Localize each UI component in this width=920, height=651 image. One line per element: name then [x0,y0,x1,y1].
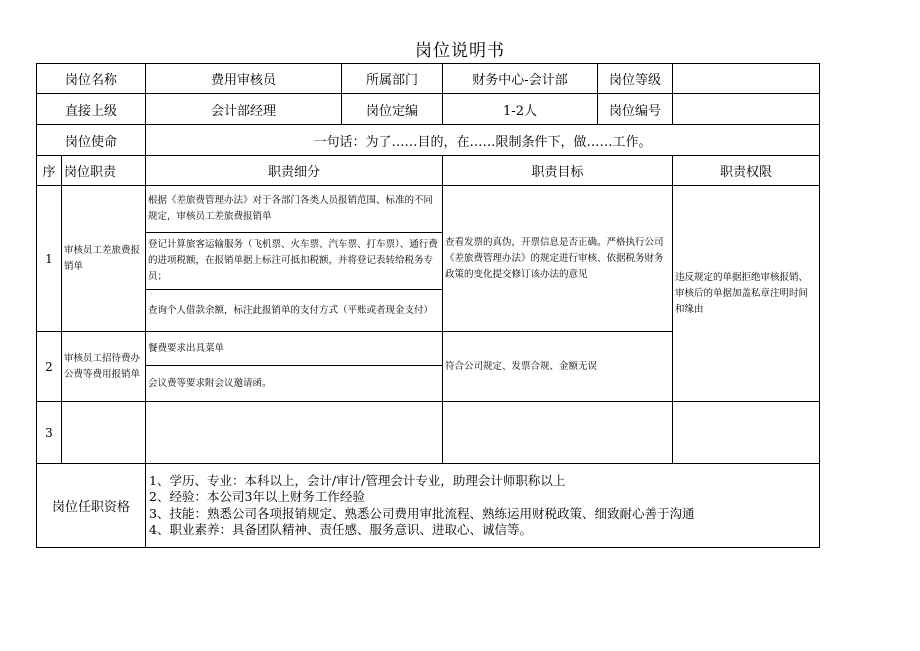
duty-seq: 1 [37,186,62,332]
qualification-list [146,464,820,548]
duty-authority: 违反规定的单据拒绝审核报销、审核后的单据加盖私章注明时间和缘由 [673,186,820,402]
duty-name: 审核员工招待费办公费等费用报销单 [62,332,146,402]
qualification-item: 3、技能：熟悉公司各项报销规定、熟悉公司费用审批流程、熟练运用财税政策、细致耐心善于沟通 [149,505,695,521]
duty-name: 审核员工差旅费报销单 [62,186,146,332]
qualification-item: 1、学历、专业：本科以上，会计/审计/管理会计专业，助理会计师职称以上 [149,472,566,488]
seq-header: 序 [37,156,62,186]
duty-header: 岗位职责 [62,156,146,186]
duty-seq: 3 [37,402,62,464]
duty-detail: 会议费等要求附会议邀请函。 [146,366,443,402]
qualification-item: 4、职业素养：具备团队精神、责任感、服务意识、进取心、诚信等。 [149,522,532,537]
duty-goal: 查看发票的真伪，开票信息是否正确。严格执行公司《差旅费管理办法》的规定进行审核、依据税务财务政策的变化提交修订该办法的意见 [443,186,673,332]
headcount-value: 1-2人 [443,94,598,125]
authority-header: 职责权限 [673,156,820,186]
code-value [673,94,820,125]
headcount-label: 岗位定编 [342,94,443,125]
duty-seq: 2 [37,332,62,402]
duty-goal: 符合公司规定、发票合规、金额无误 [443,332,673,402]
department-label: 所属部门 [342,64,443,94]
duty-goal [443,402,673,464]
duty-name [62,402,146,464]
duty-detail [146,402,443,464]
supervisor-value: 会计部经理 [146,94,342,125]
level-label: 岗位等级 [598,64,673,94]
duty-detail: 登记计算旅客运输服务（飞机票、火车票、汽车票、打车票）、通行费的进项税额，在报销单据上标注可抵扣税额，并将登记表转给税务专员； [146,233,443,290]
mission-value: 一句话：为了……目的，在……限制条件下，做……工作。 [146,125,820,156]
duty-detail: 根据《差旅费管理办法》对于各部门各类人员报销范围、标准的不同规定，审核员工差旅费报销单 [146,186,443,233]
mission-label: 岗位使命 [37,125,146,156]
goal-header: 职责目标 [443,156,673,186]
qualification-item: 2、经验：本公司3年以上财务工作经验 [149,489,365,504]
supervisor-label: 直接上级 [37,94,146,125]
code-label: 岗位编号 [598,94,673,125]
level-value [673,64,820,94]
job-description-table [36,63,820,548]
position-name-value: 费用审核员 [146,64,342,94]
duty-detail: 餐费要求出具菜单 [146,332,443,366]
document-title: 岗位说明书 [415,41,505,61]
position-name-label: 岗位名称 [37,64,146,94]
qualification-label: 岗位任职资格 [37,464,146,548]
department-value: 财务中心-会计部 [443,64,598,94]
detail-header: 职责细分 [146,156,443,186]
duty-detail: 查询个人借款余额，标注此报销单的支付方式（平账或者现金支付） [146,290,443,332]
duty-authority [673,402,820,464]
